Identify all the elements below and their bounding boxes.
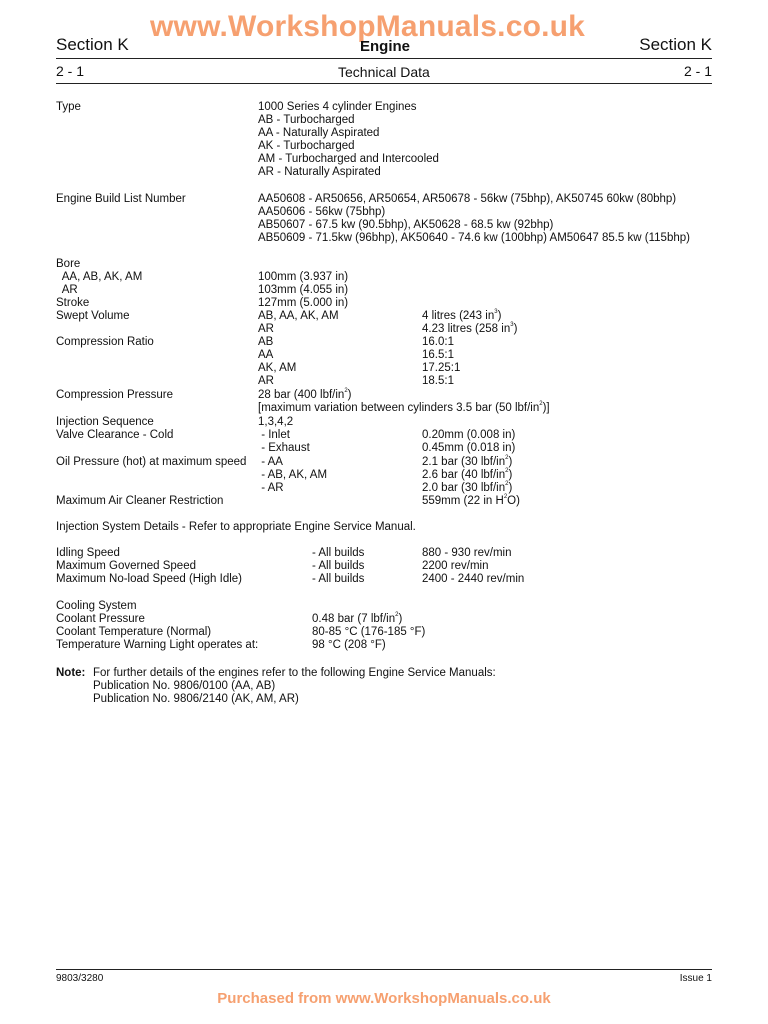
spec-value-secondary: 18.5:1 [422, 375, 454, 387]
spec-label: Maximum No-load Speed (High Idle) [56, 573, 242, 585]
spec-value: 80-85 °C (176-185 °F) [312, 626, 426, 638]
spec-value: AK, AM [258, 362, 297, 374]
spec-value: - AR [258, 482, 284, 494]
spec-value: AB50607 - 67.5 kw (90.5bhp), AK50628 - 68.5 kw (92bhp) [258, 219, 554, 231]
spec-value-secondary: 17.25:1 [422, 362, 461, 374]
spec-value: 98 °C (208 °F) [312, 639, 386, 651]
spec-value: 103mm (4.055 in) [258, 284, 349, 296]
section-label-right: Section K [639, 35, 712, 54]
spec-value-secondary: 2200 rev/min [422, 560, 489, 572]
spec-value: AM - Turbocharged and Intercooled [258, 153, 439, 165]
spec-value-secondary: 2.1 bar (30 lbf/$in^2$) [422, 455, 513, 468]
spec-value-secondary: 0.45mm (0.018 in) [422, 442, 516, 454]
spec-label: Idling Speed [56, 547, 120, 559]
spec-value-secondary: 2.6 bar (40 lbf/$in^2$) [422, 468, 513, 481]
section-label-left: Section K [56, 35, 129, 54]
spec-value-secondary: 16.5:1 [422, 349, 454, 361]
spec-value: 0.48 bar (7 lbf/$in^2$) [312, 612, 403, 625]
spec-label: Engine Build List Number [56, 193, 186, 205]
spec-label: Temperature Warning Light operates at: [56, 639, 259, 651]
spec-label: Maximum Air Cleaner Restriction [56, 495, 224, 507]
page-number-right: 2 - 1 [683, 63, 712, 79]
spec-value: AR [258, 323, 274, 335]
spec-value: - Inlet [258, 429, 290, 441]
spec-value: AB - Turbocharged [258, 114, 355, 126]
page-title: Engine [360, 38, 411, 55]
spec-label: Maximum Governed Speed [56, 560, 196, 572]
spec-value: [maximum variation between cylinders 3.5 bar (50 lbf/$in^2$)] [258, 401, 550, 414]
page-subtitle: Technical Data [338, 64, 430, 80]
spec-label: Coolant Pressure [56, 613, 145, 625]
page-number-left: 2 - 1 [56, 63, 85, 79]
spec-label: Injection System Details - Refer to appropriate Engine Service Manual. [56, 521, 416, 533]
spec-value: AR - Naturally Aspirated [258, 166, 381, 178]
spec-value: 127mm (5.000 in) [258, 297, 349, 309]
spec-value-secondary: 16.0:1 [422, 336, 454, 348]
spec-label: Injection Sequence [56, 416, 154, 428]
spec-value: 1000 Series 4 cylinder Engines [258, 101, 417, 113]
spec-value: - All builds [312, 560, 365, 572]
spec-label: Swept Volume [56, 310, 130, 322]
spec-value: AB, AA, AK, AM [258, 310, 339, 322]
footer-doc-number: 9803/3280 [56, 973, 104, 984]
spec-value: - AA [258, 456, 283, 468]
spec-label: Bore [56, 258, 81, 270]
spec-value: - All builds [312, 573, 365, 585]
spec-value-secondary: 559mm (22 in $H^2O$) [422, 494, 520, 507]
spec-label: Compression Pressure [56, 389, 173, 401]
footer-rule [56, 969, 712, 970]
spec-value: AB [258, 336, 274, 348]
spec-value: 100mm (3.937 in) [258, 271, 349, 283]
spec-value: AA [258, 349, 274, 361]
note-publication-1: Publication No. 9806/0100 (AA, AB) [93, 680, 276, 692]
spec-value-secondary: 0.20mm (0.008 in) [422, 429, 516, 441]
spec-label: AR [56, 284, 78, 296]
spec-value-secondary: 2400 - 2440 rev/min [422, 573, 525, 585]
note-publication-2: Publication No. 9806/2140 (AK, AM, AR) [93, 693, 299, 705]
spec-value: - All builds [312, 547, 365, 559]
watermark-bottom: Purchased from www.WorkshopManuals.co.uk [217, 990, 551, 1007]
spec-value: - Exhaust [258, 442, 310, 454]
spec-label: Oil Pressure (hot) at maximum speed [56, 456, 247, 468]
spec-value: AK - Turbocharged [258, 140, 355, 152]
spec-label: Stroke [56, 297, 90, 309]
spec-value-secondary: 4 litres (243 $in^3$) [422, 309, 502, 322]
spec-label: AA, AB, AK, AM [56, 271, 143, 283]
spec-value: 1,3,4,2 [258, 416, 294, 428]
spec-label: Type [56, 101, 81, 113]
spec-value: AB50609 - 71.5kw (96bhp), AK50640 - 74.6 kw (100bhp) AM50647 85.5 kw (115bhp) [258, 232, 690, 244]
spec-value-secondary: 880 - 930 rev/min [422, 547, 512, 559]
spec-label: Compression Ratio [56, 336, 154, 348]
note-label: Note: [56, 667, 86, 679]
spec-value-secondary: 2.0 bar (30 lbf/$in^2$) [422, 481, 513, 494]
spec-label: Cooling System [56, 600, 137, 612]
spec-value: AA - Naturally Aspirated [258, 127, 380, 139]
spec-value: AA50606 - 56kw (75bhp) [258, 206, 386, 218]
watermark-top: www.WorkshopManuals.co.uk [150, 10, 586, 43]
spec-label: Coolant Temperature (Normal) [56, 626, 212, 638]
footer-issue: Issue 1 [679, 973, 712, 984]
header-rule-bottom [56, 83, 712, 84]
note-text: For further details of the engines refer to the following Engine Service Manuals: [93, 667, 496, 679]
header-rule-top [56, 58, 712, 59]
spec-value: 28 bar (400 lbf/$in^2$) [258, 388, 352, 401]
spec-value: AR [258, 375, 274, 387]
spec-label: Valve Clearance - Cold [56, 429, 174, 441]
spec-value: AA50608 - AR50656, AR50654, AR50678 - 56kw (75bhp), AK50745 60kw (80bhp) [258, 193, 677, 205]
spec-value-secondary: 4.23 litres (258 $in^3$) [422, 322, 518, 335]
spec-value: - AB, AK, AM [258, 469, 328, 481]
